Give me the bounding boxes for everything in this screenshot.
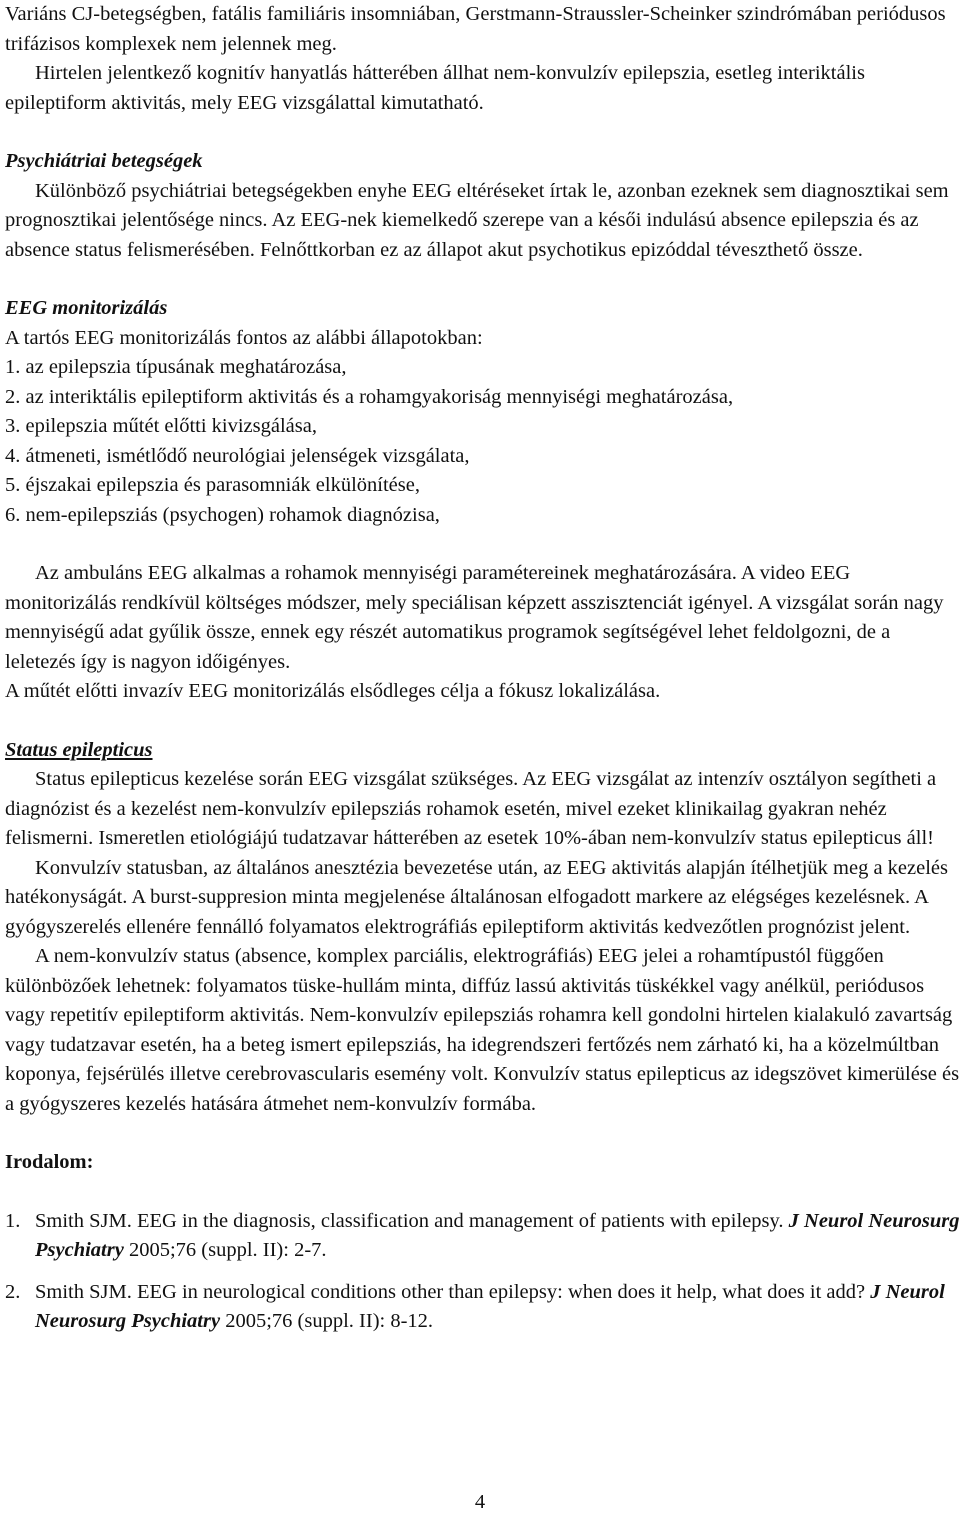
reference-item — [5, 1207, 960, 1266]
intro-paragraph: Variáns CJ-betegségben, fatális familiáris insomniában, Gerstmann-Straussler-Scheinker szindrómában periódusos trifázisos komplexek nem jelennek meg. — [5, 3, 946, 55]
list-item: 1. az epilepszia típusának meghatározása, — [5, 356, 347, 378]
monitoring-list — [5, 353, 960, 530]
psych-paragraph: Különböző psychiátriai betegségekben enyhe EEG eltéréseket írtak le, azonban ezeknek sem diagnosztikai sem prognosztikai jelentősége nincs. Az EEG-nek kiemelkedő szerepe van a késői indulású absence epilepszia és az absence status felismerésében. Felnőttkorban ez az állapot akut psychotikus epizóddal téveszthető össze. — [5, 179, 949, 261]
status-heading: Status epilepticus — [5, 738, 153, 761]
intro-paragraph: Hirtelen jelentkező kognitív hanyatlás hátterében állhat nem-konvulzív epilepszia, esetleg interiktális epileptiform aktivitás, mely EEG vizsgálattal kimutatható. — [5, 62, 865, 114]
list-item: 6. nem-epilepsziás (psychogen) rohamok diagnózisa, — [5, 503, 440, 526]
reference-text: Smith SJM. EEG in neurological conditions other than epilepsy: when does it help, what does it add? — [35, 1280, 866, 1303]
reference-citation: 2005;76 (suppl. II): 2-7. — [128, 1239, 327, 1261]
reference-number: 2. — [5, 1280, 21, 1303]
document-page — [5, 0, 960, 1337]
list-item: 5. éjszakai epilepszia és parasomniák elkülönítése, — [5, 474, 420, 496]
status-paragraph: Status epilepticus kezelése során EEG vizsgálat szükséges. Az EEG vizsgálat az intenzív osztályon segítheti a diagnózist és a kezelést nem-konvulzív epilepsziás rohamok esetén, mivel ezeket klinikailag gyakran nehéz felismerni. Ismeretlen etiológiájú tudatzavar hátterében az esetek 10%-ában nem-konvulzív status epilepticus áll! — [5, 768, 937, 849]
status-paragraph: Konvulzív statusban, az általános anesztézia bevezetése után, az EEG aktivitás alapján ítélhetjük meg a kezelés hatékonyságát. A burst-suppresion minta megjelenése általánosan elfogadott markere az elégséges kezelésnek. A gyógyszerelés ellenére fennálló folyamatos elektrográfiás epileptiform aktivitás kedvezőtlen prognózist jelent. — [5, 856, 949, 938]
reference-journal: J Neurol Neurosurg Psychiatry — [35, 1209, 960, 1261]
page-number: 4 — [474, 1491, 486, 1513]
monitoring-paragraph: Az ambuláns EEG alkalmas a rohamok mennyiségi paramétereinek meghatározására. A video EEG monitorizálás rendkívül költséges módszer, mely speciálisan képzett asszisztenciát igényel. A vizsgálat során nagy mennyiségű adat gyűlik össze, ennek egy részét automatikus programok segítségével lehet feldolgozni, de a leletezés így is nagyon időigényes. — [5, 562, 944, 673]
reference-item — [5, 1278, 960, 1337]
references-heading: Irodalom: — [5, 1151, 94, 1173]
monitoring-paragraph: A műtét előtti invazív EEG monitorizálás elsődleges célja a fókusz lokalizálása. — [5, 680, 661, 702]
reference-citation: 2005;76 (suppl. II): 8-12. — [225, 1310, 434, 1332]
reference-journal: J Neurol Neurosurg Psychiatry — [35, 1280, 945, 1332]
list-item: 3. epilepszia műtét előtti kivizsgálása, — [5, 415, 317, 437]
status-paragraph: A nem-konvulzív status (absence, komplex parciális, elektrográfiás) EEG jelei a rohamtípustól függően különbözőek lehetnek: folyamatos tüske-hullám minta, diffúz lassú aktivitás tüskékkel vagy anélkül, periódusos vagy repetitív epileptiform aktivitás. Nem-konvulzív epilepsziás rohamra kell gondolni hirtelen kialakuló zavartság vagy tudatzavar esetén, ha a beteg ismert epilepsziás, ha idegrendszeri fertőzés nem zárható ki, ha a közelmúltban koponya, fejsérülés illetve cerebrovascularis esemény volt. Konvulzív status epilepticus az idegszövet kimerülése és a gyógyszeres kezelés hatására átmehet nem-konvulzív formába. — [5, 945, 960, 1115]
list-item: 2. az interiktális epileptiform aktivitás és a rohamgyakoriság mennyiségi meghatározása, — [5, 385, 734, 408]
list-item: 4. átmeneti, ismétlődő neurológiai jelenségek vizsgálata, — [5, 444, 470, 467]
monitoring-intro: A tartós EEG monitorizálás fontos az alábbi állapotokban: — [5, 326, 483, 349]
psych-heading: Psychiátriai betegségek — [5, 150, 203, 172]
reference-number: 1. — [5, 1209, 21, 1232]
monitoring-heading: EEG monitorizálás — [5, 297, 168, 319]
reference-body — [35, 1278, 960, 1337]
reference-text: Smith SJM. EEG in the diagnosis, classification and management of patients with epilepsy. — [35, 1209, 784, 1232]
reference-body — [35, 1207, 960, 1266]
